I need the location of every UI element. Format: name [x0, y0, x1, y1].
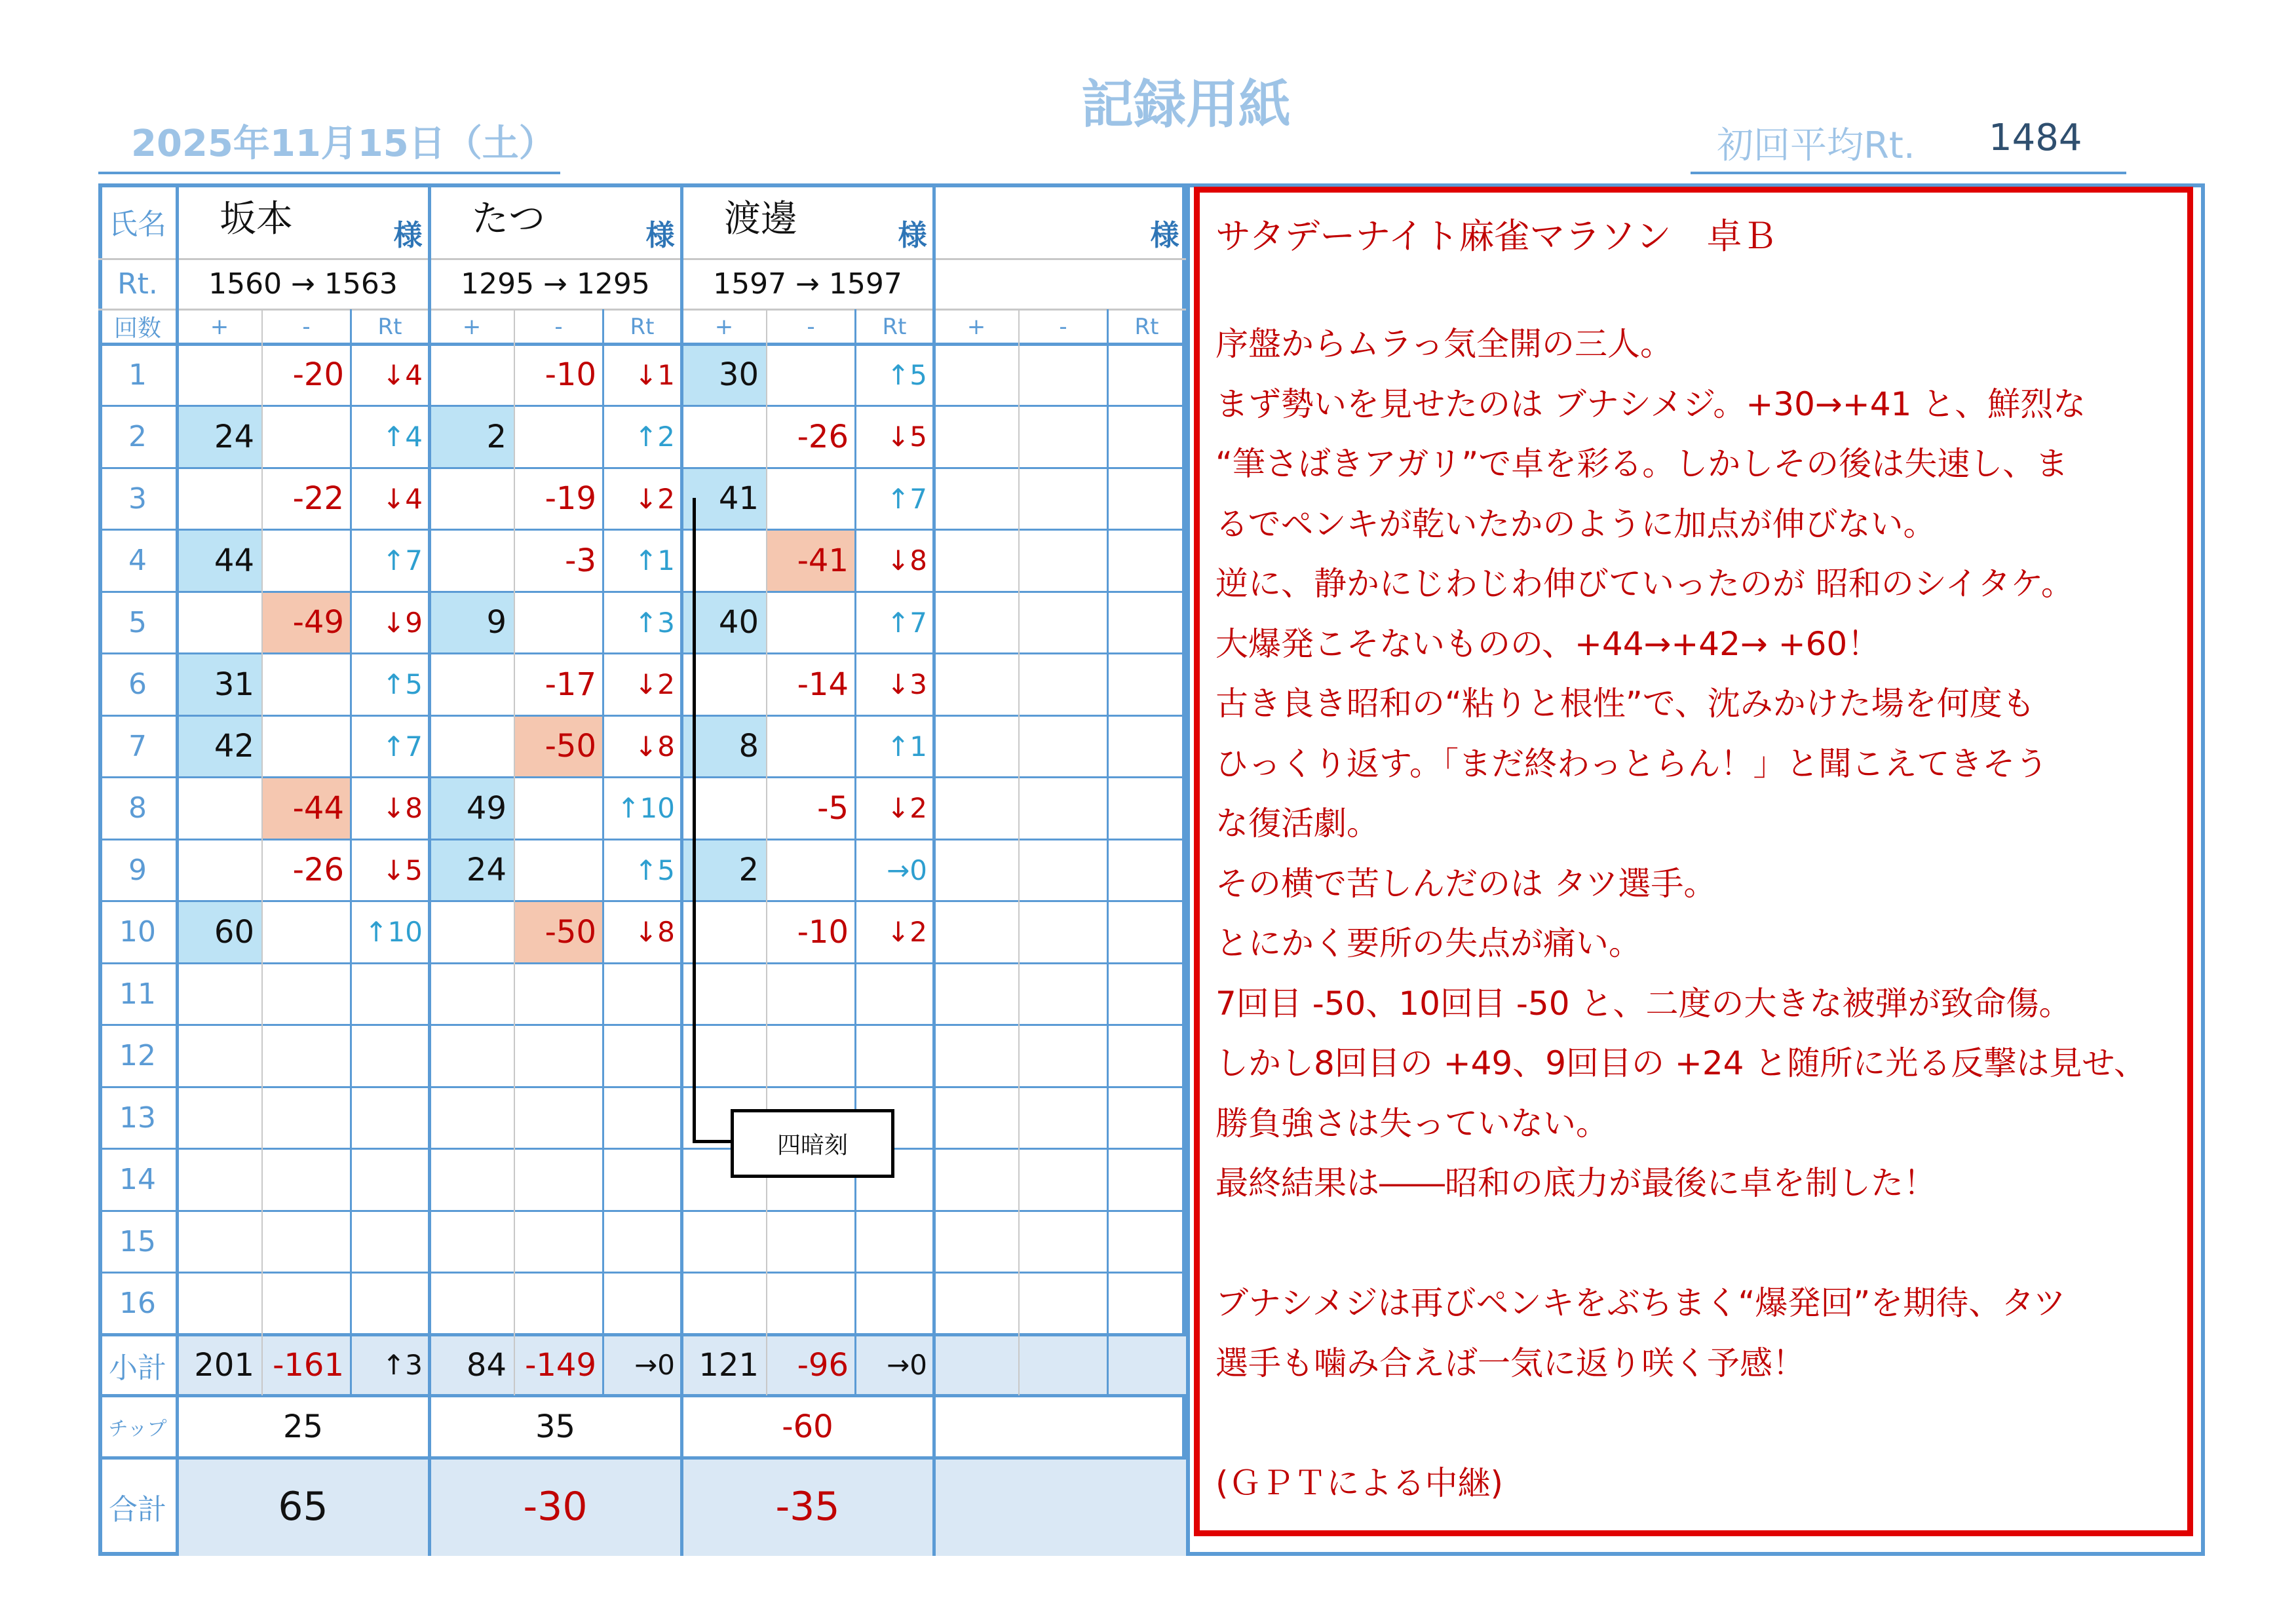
- grid-line: [1107, 309, 1109, 1395]
- grid-line: [1018, 309, 1020, 1395]
- round-number: 5: [128, 605, 147, 639]
- subtotal-minus: -161: [273, 1346, 344, 1384]
- commentary-line: しかし8回目の +49、9回目の +24 と随所に光る反撃は見せ、: [1215, 1044, 2147, 1082]
- plus-score: [429, 344, 507, 406]
- plus-score: [177, 344, 254, 406]
- chip-value: [934, 1395, 1186, 1458]
- plus-score: 42: [214, 728, 254, 765]
- callout-connector-vertical: [693, 498, 696, 1143]
- rt-change: ↓8: [634, 916, 675, 949]
- page-title: 記録用紙: [1081, 74, 1291, 135]
- minus-score: -41: [797, 542, 849, 579]
- minus-score: -3: [565, 542, 596, 579]
- yakuman-callout: 四暗刻: [731, 1109, 894, 1178]
- commentary-line: 大爆発こそないものの、+44→+42→ +60！: [1215, 624, 1881, 663]
- subtotal-minus: [1019, 1334, 1101, 1395]
- col-header-minus: -: [1059, 313, 1067, 340]
- player-rating: 1560 → 1563: [208, 267, 398, 301]
- rt-change: ↑5: [887, 358, 927, 391]
- minus-score: -10: [797, 913, 849, 951]
- subtotal-minus: -149: [525, 1346, 596, 1384]
- subtotal-plus: 121: [698, 1346, 759, 1384]
- subtotal-rt: →0: [887, 1349, 927, 1381]
- total-value: 65: [278, 1484, 328, 1530]
- plus-score: 44: [214, 542, 254, 579]
- plus-score: 2: [738, 852, 759, 889]
- commentary-line: 7回目 -50、10回目 -50 と、二度の大きな被弾が致命傷。: [1215, 984, 2072, 1023]
- rt-change: ↑10: [364, 916, 423, 949]
- plus-score: 31: [214, 666, 254, 703]
- commentary-line: 選手も噛み合えば一気に返り咲く予感！: [1215, 1344, 1805, 1382]
- subtotal-rt: [1107, 1334, 1179, 1395]
- row-label-chip: チップ: [108, 1417, 167, 1441]
- plus-score: 40: [718, 604, 759, 641]
- initial-avg-rt-value: 1484: [1989, 117, 2082, 159]
- plus-score: [177, 592, 254, 654]
- minus-score: [767, 468, 849, 530]
- minus-score: [262, 530, 344, 592]
- player-name: 渡邊: [724, 198, 797, 240]
- row-label-total: 合計: [109, 1493, 166, 1526]
- minus-score: [262, 406, 344, 468]
- commentary-line: 古き良き昭和の“粘りと根性”で、沈みかけた場を何度も: [1215, 685, 2035, 723]
- commentary-line: とにかく要所の失点が痛い。: [1215, 924, 1641, 962]
- total-value: -35: [775, 1484, 840, 1530]
- rt-change: ↓3: [887, 668, 927, 701]
- total-value: -30: [523, 1484, 588, 1530]
- minus-score: -5: [817, 789, 849, 827]
- date-label: 2025年11月15日（土）: [131, 123, 556, 165]
- minus-score: -50: [545, 913, 596, 951]
- commentary-line: (ＧＰＴによる中継): [1215, 1463, 1504, 1502]
- rt-change: ↑3: [634, 606, 675, 639]
- col-header-rt: Rt: [377, 313, 402, 340]
- rt-change: ↑7: [382, 730, 423, 763]
- minus-score: [514, 592, 596, 654]
- plus-score: [429, 654, 507, 716]
- honorific: 様: [1150, 219, 1179, 252]
- subtotal-rt: ↑3: [382, 1349, 423, 1381]
- subtotal-plus: 84: [466, 1346, 507, 1384]
- plus-score: 41: [718, 480, 759, 518]
- subtotal-rt: →0: [634, 1349, 675, 1381]
- plus-score: [177, 468, 254, 530]
- row-label-rt: Rt.: [117, 267, 158, 301]
- round-number: 13: [119, 1101, 156, 1135]
- col-header-minus: -: [554, 313, 563, 340]
- col-header-minus: -: [302, 313, 311, 340]
- round-number: 16: [119, 1287, 156, 1321]
- minus-score: [514, 778, 596, 840]
- col-header-rt: Rt: [630, 313, 655, 340]
- round-number: 8: [128, 791, 147, 825]
- rt-change: ↑5: [634, 854, 675, 886]
- plus-score: 30: [718, 356, 759, 394]
- rt-change: ↑1: [634, 544, 675, 577]
- rt-change: ↓8: [382, 792, 423, 825]
- commentary-line: “筆さばきアガリ”で卓を彩る。しかしその後は失速し、ま: [1215, 445, 2069, 483]
- plus-score: [429, 901, 507, 964]
- col-header-plus: +: [714, 313, 734, 340]
- plus-score: [429, 715, 507, 778]
- subtotal-minus: -96: [797, 1346, 849, 1384]
- col-header-plus: +: [210, 313, 229, 340]
- round-number: 15: [119, 1224, 156, 1258]
- honorific: 様: [393, 219, 423, 252]
- rt-change: ↓5: [887, 421, 927, 453]
- plus-score: 49: [466, 789, 507, 827]
- minus-score: -50: [545, 728, 596, 765]
- round-number: 7: [128, 729, 147, 763]
- rt-change: ↑4: [382, 421, 423, 453]
- rt-change: ↓8: [634, 730, 675, 763]
- minus-score: -20: [292, 356, 344, 394]
- initial-avg-rt-label: 初回平均Rt.: [1717, 124, 1915, 167]
- plus-score: [177, 778, 254, 840]
- col-header-plus: +: [966, 313, 986, 340]
- row-label-round: 回数: [113, 315, 161, 342]
- round-number: 2: [128, 420, 147, 454]
- commentary-line: その横で苦しんだのは タツ選手。: [1215, 864, 1717, 903]
- commentary-line: 逆に、静かにじわじわ伸びていったのが 昭和のシイタケ。: [1215, 565, 2074, 603]
- plus-score: 24: [214, 418, 254, 455]
- minus-score: -49: [292, 604, 344, 641]
- commentary-heading: サタデーナイト麻雀マラソン 卓Ｂ: [1215, 216, 1778, 257]
- rt-change: ↑1: [887, 730, 927, 763]
- rt-change: ↓4: [382, 482, 423, 515]
- round-number: 4: [128, 544, 147, 578]
- commentary-line: まず勢いを見せたのは ブナシメジ。+30→+41 と、鮮烈な: [1215, 385, 2086, 423]
- player-name: たつ: [472, 198, 545, 240]
- round-number: 9: [128, 853, 147, 887]
- date-underline: [98, 172, 560, 174]
- col-header-rt: Rt: [882, 313, 907, 340]
- col-header-rt: Rt: [1134, 313, 1159, 340]
- commentary-line: 勝負強さは失っていない。: [1215, 1104, 1609, 1142]
- round-number: 14: [119, 1163, 156, 1197]
- commentary-line: ひっくり返す。「まだ終わっとらん！」と聞こえてきそう: [1215, 744, 2048, 783]
- minus-score: [262, 715, 344, 778]
- commentary-line: な復活劇。: [1215, 804, 1379, 842]
- minus-score: -26: [797, 418, 849, 455]
- player-rating: 1597 → 1597: [713, 267, 902, 301]
- minus-score: [262, 901, 344, 964]
- rt-change: ↑7: [887, 606, 927, 639]
- plus-score: [429, 530, 507, 592]
- col-header-plus: +: [462, 313, 482, 340]
- minus-score: [262, 654, 344, 716]
- commentary-line: ブナシメジは再びペンキをぶちまく“爆発回”を期待、タツ: [1215, 1284, 2066, 1322]
- commentary-line: るでペンキが乾いたかのように加点が伸びない。: [1215, 504, 1936, 543]
- chip-value: -60: [782, 1408, 833, 1445]
- plus-score: 2: [486, 418, 507, 455]
- minus-score: -17: [545, 666, 596, 703]
- rt-change: →0: [887, 854, 927, 886]
- chip-value: 25: [282, 1408, 324, 1445]
- minus-score: [514, 406, 596, 468]
- rt-change: ↓2: [887, 792, 927, 825]
- plus-score: 8: [738, 728, 759, 765]
- rt-change: ↓2: [634, 668, 675, 701]
- minus-score: -22: [292, 480, 344, 518]
- honorific: 様: [645, 219, 675, 252]
- minus-score: [767, 592, 849, 654]
- rt-change: ↓2: [634, 482, 675, 515]
- subtotal-plus: [934, 1334, 1011, 1395]
- minus-score: -14: [797, 666, 849, 703]
- rt-change: ↑2: [634, 421, 675, 453]
- round-number: 12: [119, 1039, 156, 1073]
- player-name: 坂本: [220, 198, 293, 240]
- honorific: 様: [898, 219, 927, 252]
- commentary-line: 最終結果は――昭和の底力が最後に卓を制した！: [1215, 1164, 1936, 1202]
- rt-underline: [1691, 172, 2126, 174]
- round-number: 10: [119, 915, 156, 949]
- plus-score: 24: [466, 852, 507, 889]
- rt-change: ↑10: [617, 792, 675, 825]
- rt-change: ↓8: [887, 544, 927, 577]
- subtotal-plus: 201: [194, 1346, 254, 1384]
- minus-score: -19: [545, 480, 596, 518]
- plus-score: [177, 839, 254, 901]
- total-value: [934, 1458, 1186, 1556]
- minus-score: [767, 344, 849, 406]
- rt-change: ↑7: [887, 482, 927, 515]
- minus-score: [767, 839, 849, 901]
- commentary-line: 序盤からムラっ気全開の三人。: [1215, 325, 1673, 363]
- minus-score: [767, 715, 849, 778]
- row-label-name: 氏名: [109, 207, 166, 241]
- chip-value: 35: [535, 1408, 576, 1445]
- col-header-minus: -: [807, 313, 815, 340]
- callout-connector-horizontal: [693, 1140, 732, 1143]
- round-number: 3: [128, 482, 147, 516]
- rt-change: ↑5: [382, 668, 423, 701]
- minus-score: [514, 839, 596, 901]
- rt-change: ↓4: [382, 358, 423, 391]
- minus-score: -10: [545, 356, 596, 394]
- round-number: 1: [128, 358, 147, 392]
- rt-change: ↓5: [382, 854, 423, 886]
- round-number: 11: [119, 977, 156, 1011]
- round-number: 6: [128, 668, 147, 702]
- player-rating: 1295 → 1295: [461, 267, 650, 301]
- player-name: [976, 190, 1147, 242]
- plus-score: [429, 468, 507, 530]
- minus-score: -26: [292, 852, 344, 889]
- row-label-subtotal: 小計: [109, 1351, 166, 1385]
- minus-score: -44: [292, 789, 344, 827]
- player-rating: [934, 259, 1186, 309]
- rt-change: ↓1: [634, 358, 675, 391]
- plus-score: 9: [486, 604, 507, 641]
- plus-score: 60: [214, 913, 254, 951]
- plus-score: [681, 406, 759, 468]
- rt-change: ↓9: [382, 606, 423, 639]
- rt-change: ↓2: [887, 916, 927, 949]
- rt-change: ↑7: [382, 544, 423, 577]
